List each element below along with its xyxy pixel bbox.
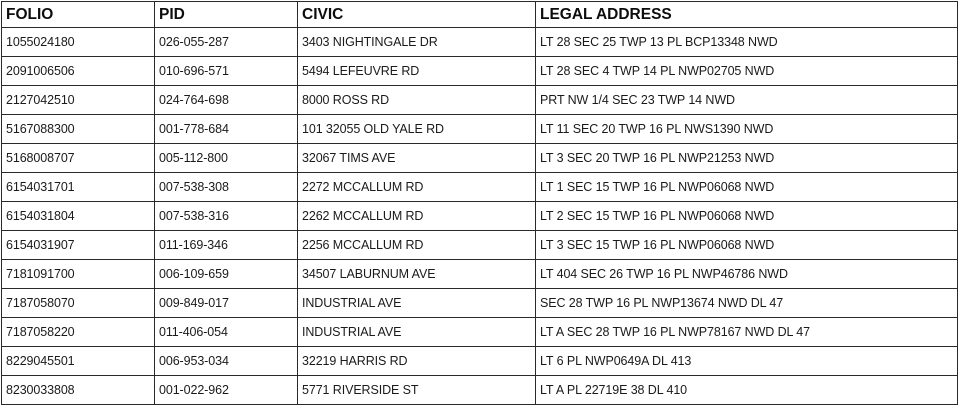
header-legal-address: LEGAL ADDRESS — [536, 2, 958, 28]
header-pid: PID — [155, 2, 298, 28]
table-header — [2, 2, 958, 28]
table-body — [2, 28, 958, 405]
folio-cell: 6154031907 — [2, 231, 155, 260]
civic-cell: 5494 LEFEUVRE RD — [298, 57, 536, 86]
civic-cell: 32067 TIMS AVE — [298, 144, 536, 173]
pid-cell: 001-778-684 — [155, 115, 298, 144]
table-row — [2, 144, 958, 173]
table-row — [2, 260, 958, 289]
table-row — [2, 86, 958, 115]
pid-cell: 026-055-287 — [155, 28, 298, 57]
legal-address-cell: SEC 28 TWP 16 PL NWP13674 NWD DL 47 — [536, 289, 958, 318]
table-row — [2, 202, 958, 231]
pid-cell: 011-406-054 — [155, 318, 298, 347]
pid-cell: 011-169-346 — [155, 231, 298, 260]
header-row — [2, 2, 958, 28]
folio-cell: 7181091700 — [2, 260, 155, 289]
legal-address-cell: LT 2 SEC 15 TWP 16 PL NWP06068 NWD — [536, 202, 958, 231]
pid-cell: 024-764-698 — [155, 86, 298, 115]
folio-cell: 8230033808 — [2, 376, 155, 405]
legal-address-cell: LT 6 PL NWP0649A DL 413 — [536, 347, 958, 376]
civic-cell: 8000 ROSS RD — [298, 86, 536, 115]
folio-cell: 2091006506 — [2, 57, 155, 86]
civic-cell: 2262 MCCALLUM RD — [298, 202, 536, 231]
pid-cell: 001-022-962 — [155, 376, 298, 405]
folio-cell: 8229045501 — [2, 347, 155, 376]
folio-cell: 1055024180 — [2, 28, 155, 57]
civic-cell: 32219 HARRIS RD — [298, 347, 536, 376]
pid-cell: 009-849-017 — [155, 289, 298, 318]
header-folio: FOLIO — [2, 2, 155, 28]
civic-cell: 2256 MCCALLUM RD — [298, 231, 536, 260]
table-row — [2, 231, 958, 260]
folio-cell: 6154031701 — [2, 173, 155, 202]
civic-cell: INDUSTRIAL AVE — [298, 289, 536, 318]
table-row — [2, 318, 958, 347]
folio-cell: 5168008707 — [2, 144, 155, 173]
legal-address-cell: LT 3 SEC 15 TWP 16 PL NWP06068 NWD — [536, 231, 958, 260]
pid-cell: 005-112-800 — [155, 144, 298, 173]
header-civic: CIVIC — [298, 2, 536, 28]
legal-address-cell: PRT NW 1/4 SEC 23 TWP 14 NWD — [536, 86, 958, 115]
pid-cell: 010-696-571 — [155, 57, 298, 86]
legal-address-cell: LT 404 SEC 26 TWP 16 PL NWP46786 NWD — [536, 260, 958, 289]
civic-cell: 101 32055 OLD YALE RD — [298, 115, 536, 144]
table-row — [2, 115, 958, 144]
civic-cell: 3403 NIGHTINGALE DR — [298, 28, 536, 57]
table-row — [2, 173, 958, 202]
legal-address-cell: LT A PL 22719E 38 DL 410 — [536, 376, 958, 405]
pid-cell: 006-953-034 — [155, 347, 298, 376]
folio-cell: 2127042510 — [2, 86, 155, 115]
legal-address-cell: LT 1 SEC 15 TWP 16 PL NWP06068 NWD — [536, 173, 958, 202]
civic-cell: 2272 MCCALLUM RD — [298, 173, 536, 202]
legal-address-cell: LT 28 SEC 25 TWP 13 PL BCP13348 NWD — [536, 28, 958, 57]
folio-cell: 6154031804 — [2, 202, 155, 231]
pid-cell: 007-538-308 — [155, 173, 298, 202]
table-row — [2, 57, 958, 86]
table-row — [2, 28, 958, 57]
table-row — [2, 376, 958, 405]
folio-cell: 7187058070 — [2, 289, 155, 318]
table-row — [2, 347, 958, 376]
civic-cell: 5771 RIVERSIDE ST — [298, 376, 536, 405]
pid-cell: 007-538-316 — [155, 202, 298, 231]
legal-address-cell: LT 28 SEC 4 TWP 14 PL NWP02705 NWD — [536, 57, 958, 86]
table-row — [2, 289, 958, 318]
legal-address-cell: LT 11 SEC 20 TWP 16 PL NWS1390 NWD — [536, 115, 958, 144]
pid-cell: 006-109-659 — [155, 260, 298, 289]
property-table — [1, 1, 958, 405]
legal-address-cell: LT A SEC 28 TWP 16 PL NWP78167 NWD DL 47 — [536, 318, 958, 347]
civic-cell: 34507 LABURNUM AVE — [298, 260, 536, 289]
civic-cell: INDUSTRIAL AVE — [298, 318, 536, 347]
legal-address-cell: LT 3 SEC 20 TWP 16 PL NWP21253 NWD — [536, 144, 958, 173]
folio-cell: 7187058220 — [2, 318, 155, 347]
folio-cell: 5167088300 — [2, 115, 155, 144]
